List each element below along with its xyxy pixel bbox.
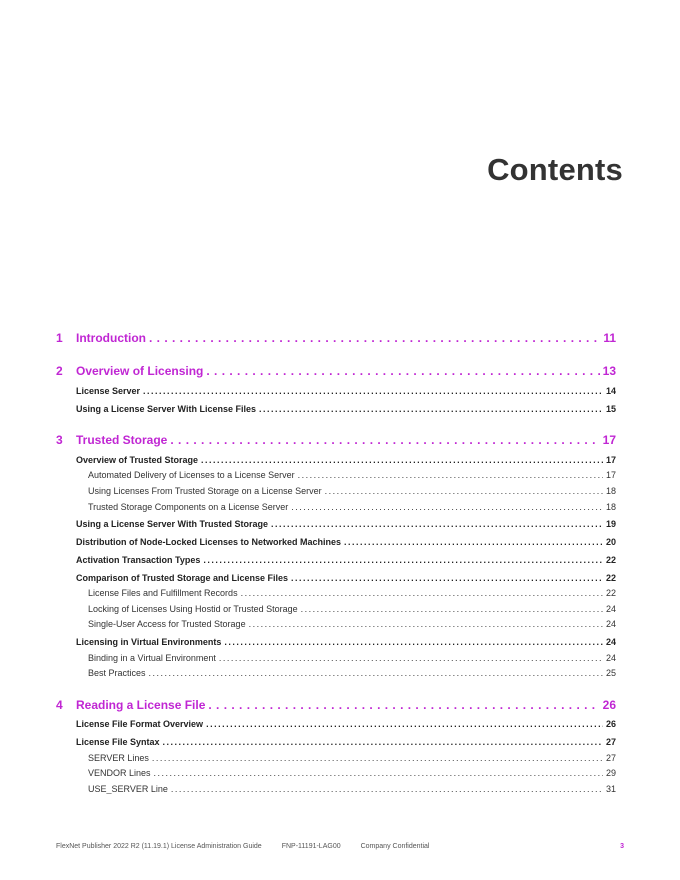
leader-dots xyxy=(219,653,603,663)
toc-subentry[interactable] xyxy=(56,486,616,496)
entry-title: SERVER Lines xyxy=(88,753,149,763)
toc-subentry[interactable] xyxy=(56,784,616,794)
entry-title: License File Format Overview xyxy=(76,719,204,729)
entry-page: 24 xyxy=(605,619,616,629)
chapter-page: 13 xyxy=(602,364,616,378)
leader-dots xyxy=(298,470,603,480)
leader-dots xyxy=(149,331,600,345)
chapter-title: Reading a License File xyxy=(76,698,206,712)
chapter-page: 26 xyxy=(602,698,616,712)
entry-title: Automated Delivery of Licenses to a License Server xyxy=(88,470,295,480)
entry-page: 24 xyxy=(605,604,616,614)
entry-title: USE_SERVER Line xyxy=(88,784,168,794)
chapter-title: Introduction xyxy=(76,331,146,345)
leader-dots xyxy=(206,719,603,729)
chapter-title: Overview of Licensing xyxy=(76,364,204,378)
entry-title: Trusted Storage Components on a License Server xyxy=(88,502,289,512)
leader-dots xyxy=(344,537,603,547)
leader-dots xyxy=(163,737,603,747)
toc-subentry[interactable] xyxy=(56,753,616,763)
chapter-page: 11 xyxy=(603,331,616,345)
leader-dots xyxy=(291,502,603,512)
toc-subentry[interactable] xyxy=(56,604,616,614)
leader-dots xyxy=(291,573,603,583)
footer-page-number: 3 xyxy=(620,843,624,850)
toc-chapter-reading-a-license-file[interactable] xyxy=(56,698,616,712)
entry-page: 18 xyxy=(605,486,616,496)
entry-page: 26 xyxy=(605,719,616,729)
entry-page: 22 xyxy=(605,555,616,565)
entry-page: 24 xyxy=(605,637,616,647)
entry-page: 31 xyxy=(605,784,616,794)
leader-dots xyxy=(143,386,603,396)
entry-title: Comparison of Trusted Storage and License Files xyxy=(76,573,289,583)
toc-subentry[interactable] xyxy=(56,668,616,678)
leader-dots xyxy=(170,433,599,447)
chapter-number: 4 xyxy=(56,698,63,712)
toc-subentry[interactable] xyxy=(56,588,616,598)
footer-doc-id: FNP-11191-LAG00 xyxy=(281,843,341,850)
entry-title: Locking of Licenses Using Hostid or Trusted Storage xyxy=(88,604,298,614)
entry-title: Activation Transaction Types xyxy=(76,555,201,565)
toc-entry[interactable] xyxy=(56,555,616,565)
entry-page: 18 xyxy=(605,502,616,512)
leader-dots xyxy=(259,404,603,414)
leader-dots xyxy=(206,364,599,378)
toc-entry[interactable] xyxy=(56,455,616,465)
toc-entry[interactable] xyxy=(56,719,616,729)
leader-dots xyxy=(149,668,603,678)
toc-entry[interactable] xyxy=(56,573,616,583)
toc-entry[interactable] xyxy=(56,637,616,647)
entry-title: License Files and Fulfillment Records xyxy=(88,588,238,598)
entry-page: 27 xyxy=(605,737,616,747)
footer-confidential: Company Confidential xyxy=(360,843,430,850)
toc-entry[interactable] xyxy=(56,737,616,747)
toc-subentry[interactable] xyxy=(56,619,616,629)
page-title: Contents xyxy=(487,152,623,187)
chapter-title: Trusted Storage xyxy=(76,433,168,447)
entry-page: 22 xyxy=(605,573,616,583)
leader-dots xyxy=(203,555,603,565)
entry-page: 24 xyxy=(605,653,616,663)
entry-title: Single-User Access for Trusted Storage xyxy=(88,619,246,629)
toc-chapter-overview-of-licensing[interactable] xyxy=(56,364,616,378)
chapter-number: 2 xyxy=(56,364,63,378)
entry-page: 15 xyxy=(605,404,616,414)
table-of-contents xyxy=(56,0,616,880)
leader-dots xyxy=(201,455,603,465)
entry-title: VENDOR Lines xyxy=(88,768,151,778)
entry-title: License File Syntax xyxy=(76,737,160,747)
toc-entry[interactable] xyxy=(56,404,616,414)
entry-page: 17 xyxy=(605,455,616,465)
entry-title: License Server xyxy=(76,386,141,396)
entry-page: 14 xyxy=(605,386,616,396)
leader-dots xyxy=(241,588,603,598)
leader-dots xyxy=(154,768,603,778)
entry-page: 29 xyxy=(605,768,616,778)
toc-subentry[interactable] xyxy=(56,470,616,480)
leader-dots xyxy=(249,619,603,629)
entry-page: 22 xyxy=(605,588,616,598)
entry-title: Binding in a Virtual Environment xyxy=(88,653,216,663)
entry-title: Using a License Server With Trusted Storage xyxy=(76,519,268,529)
toc-chapter-introduction[interactable] xyxy=(56,331,616,345)
leader-dots xyxy=(152,753,603,763)
chapter-page: 17 xyxy=(602,433,616,447)
leader-dots xyxy=(271,519,603,529)
entry-page: 25 xyxy=(605,668,616,678)
toc-entry[interactable] xyxy=(56,519,616,529)
leader-dots xyxy=(171,784,603,794)
leader-dots xyxy=(325,486,603,496)
toc-subentry[interactable] xyxy=(56,502,616,512)
entry-title: Using Licenses From Trusted Storage on a License Server xyxy=(88,486,322,496)
entry-page: 19 xyxy=(605,519,616,529)
entry-page: 20 xyxy=(605,537,616,547)
entry-title: Overview of Trusted Storage xyxy=(76,455,199,465)
leader-dots xyxy=(301,604,603,614)
toc-chapter-trusted-storage[interactable] xyxy=(56,433,616,447)
entry-title: Licensing in Virtual Environments xyxy=(76,637,222,647)
entry-title: Best Practices xyxy=(88,668,146,678)
leader-dots xyxy=(224,637,603,647)
page-footer xyxy=(56,843,624,850)
entry-page: 27 xyxy=(605,753,616,763)
toc-entry[interactable] xyxy=(56,386,616,396)
leader-dots xyxy=(208,698,599,712)
entry-title: Using a License Server With License Files xyxy=(76,404,256,414)
toc-entry[interactable] xyxy=(56,537,616,547)
chapter-number: 1 xyxy=(56,331,63,345)
footer-product: FlexNet Publisher 2022 R2 (11.19.1) License Administration Guide xyxy=(56,843,262,850)
entry-page: 17 xyxy=(605,470,616,480)
toc-subentry[interactable] xyxy=(56,653,616,663)
toc-subentry[interactable] xyxy=(56,768,616,778)
chapter-number: 3 xyxy=(56,433,63,447)
entry-title: Distribution of Node-Locked Licenses to Networked Machines xyxy=(76,537,342,547)
